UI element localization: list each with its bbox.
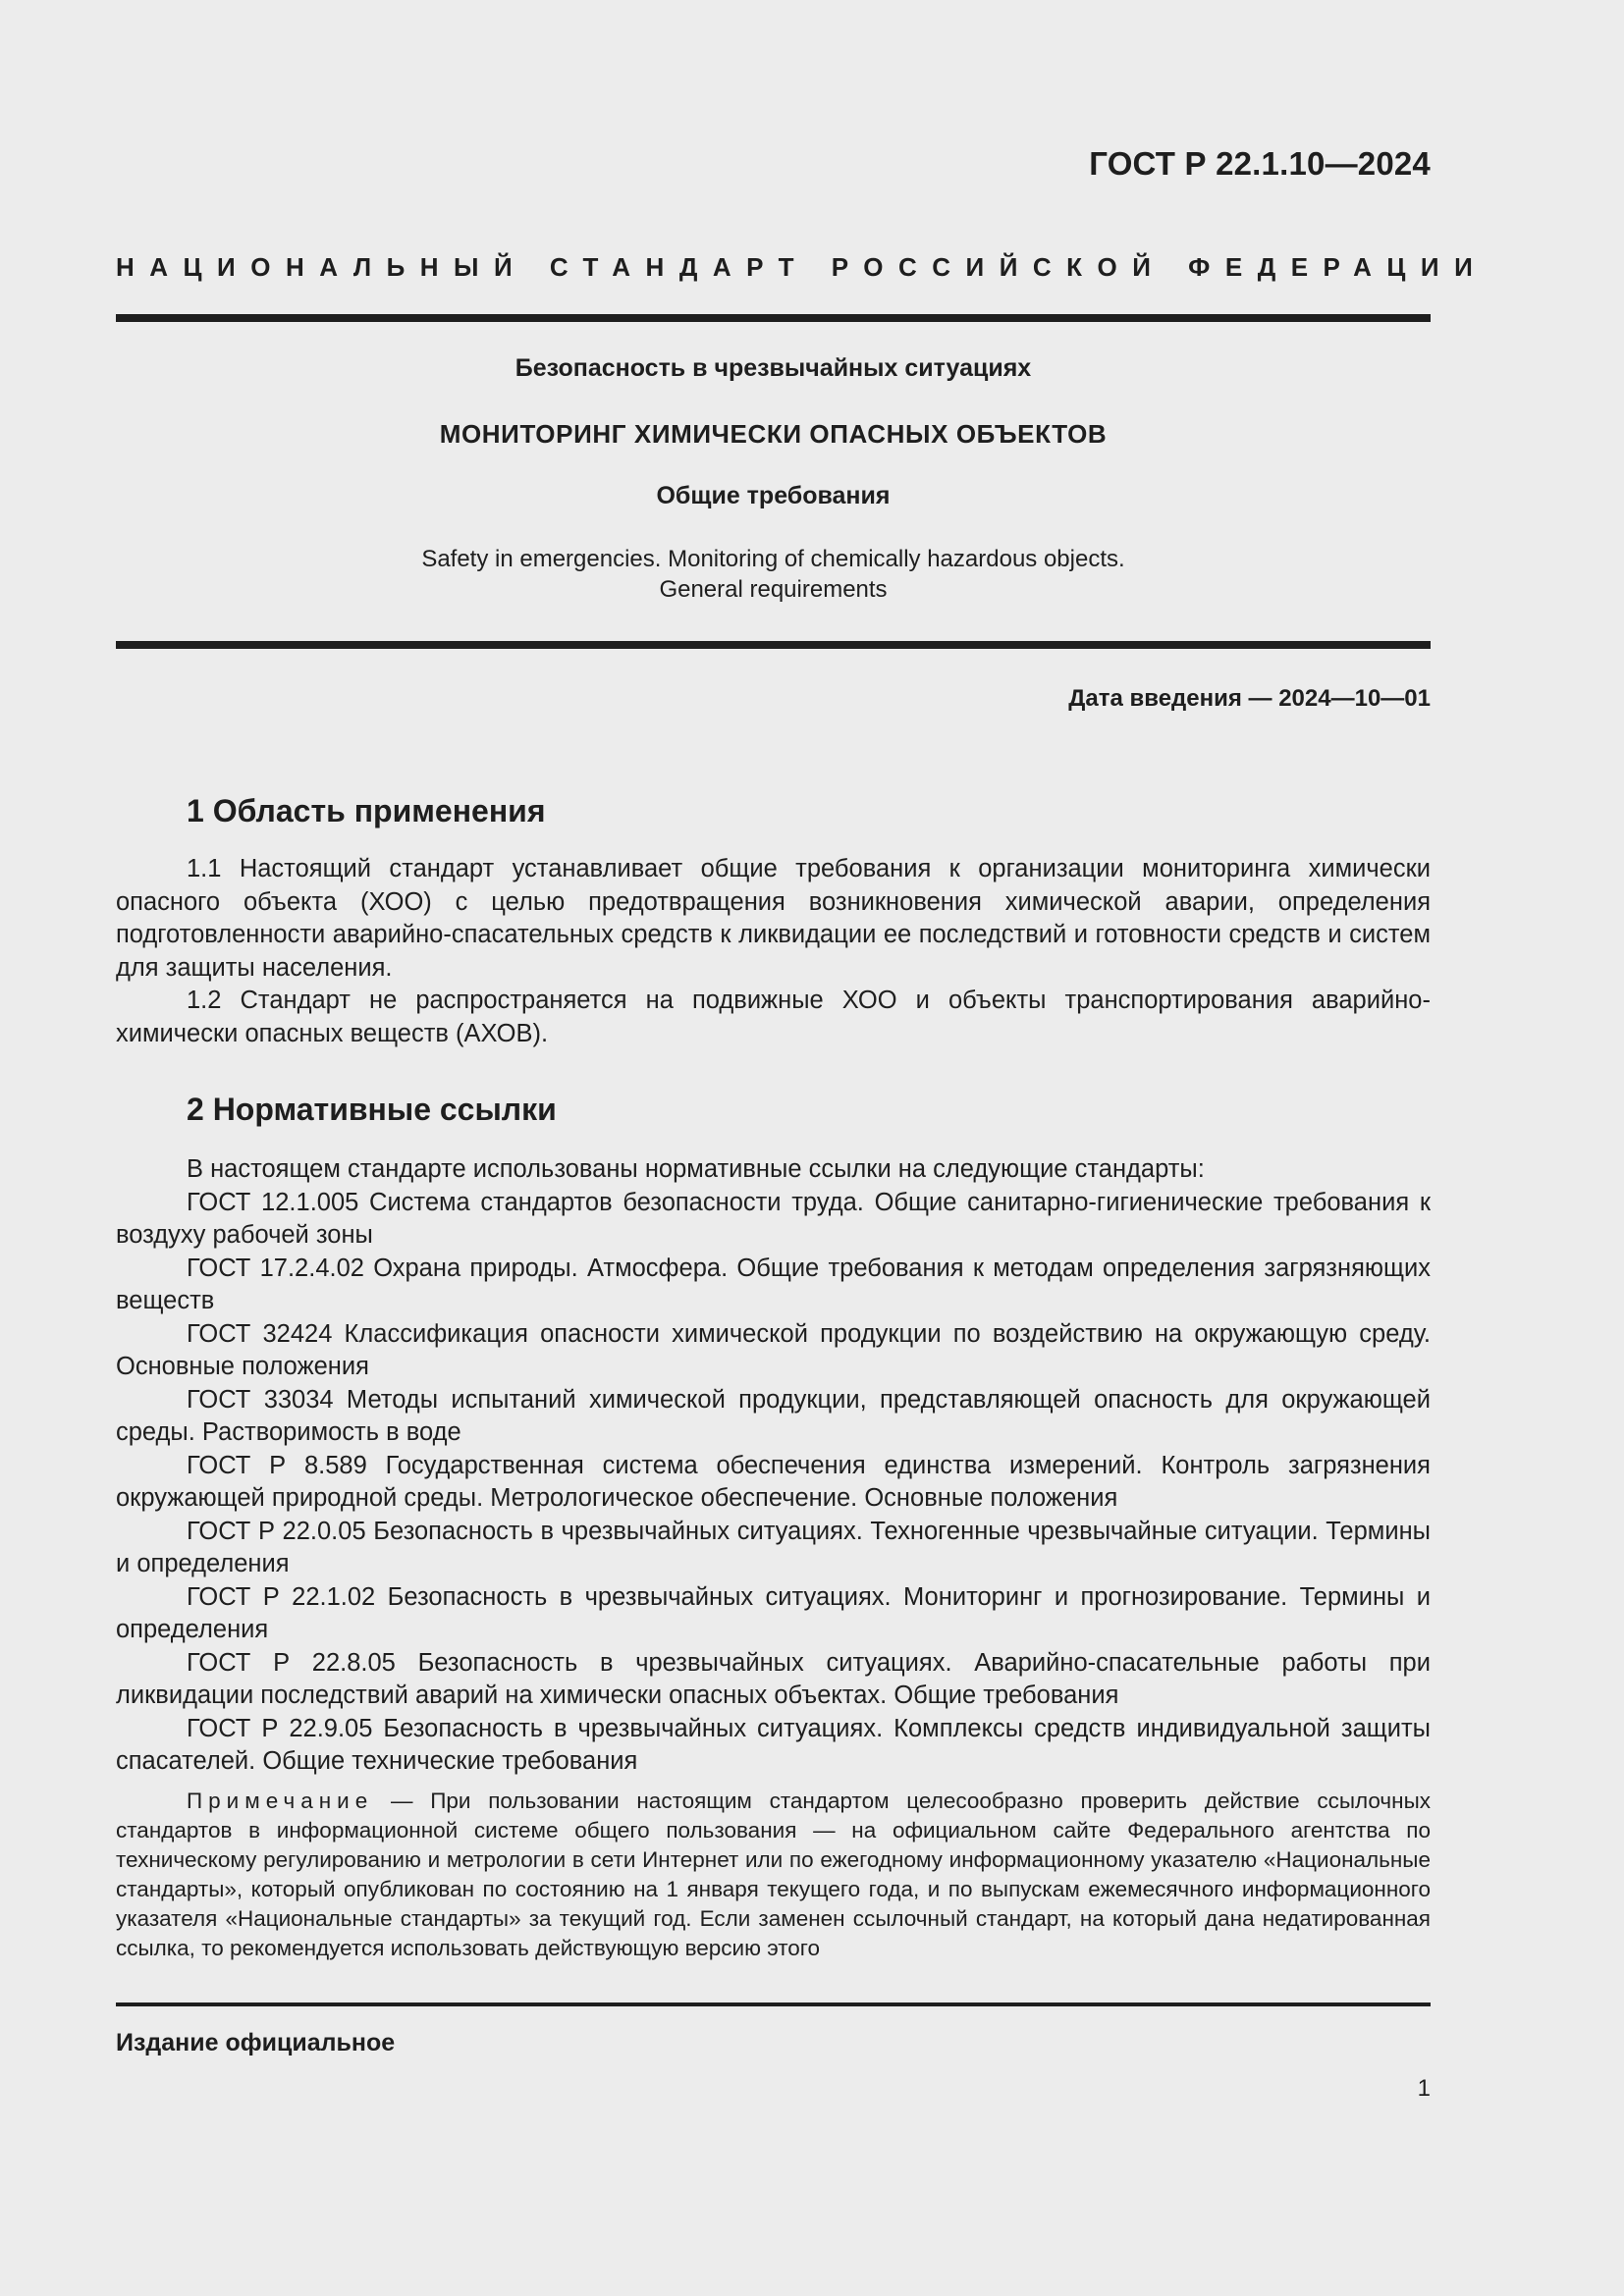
reference-item: ГОСТ Р 22.9.05 Безопасность в чрезвычайных ситуациях. Комплексы средств индивидуальной защиты спасателей. Общие технические требования [116,1714,1431,1775]
reference-item: ГОСТ 33034 Методы испытаний химической продукции, представляющей опасность для окружающей среды. Растворимость в воде [116,1385,1431,1446]
reference-item: ГОСТ 32424 Классификация опасности химической продукции по воздействию на окружающую среду. Основные положения [116,1319,1431,1380]
english-title-line-1: Safety in emergencies. Monitoring of chemically hazardous objects. [421,546,1125,572]
reference-item: ГОСТ 12.1.005 Система стандартов безопасности труда. Общие санитарно-гигиенические требования к воздуху рабочей зоны [116,1188,1431,1249]
note-paragraph [116,1787,1431,1963]
section-1-body [116,853,1431,1050]
title-line-2: МОНИТОРИНГ ХИМИЧЕСКИ ОПАСНЫХ ОБЪЕКТОВ [439,419,1108,449]
section-1-heading: 1 Область применения [187,793,546,828]
title-line-1: Безопасность в чрезвычайных ситуациях [514,354,1032,382]
section-2-heading: 2 Нормативные ссылки [187,1092,557,1127]
title-line-3: Общие требования [656,482,891,509]
paragraph-1-1: 1.1 Настоящий стандарт устанавливает общие требования к организации мониторинга химически опасного объекта (ХОО) с целью предотвращения возникновения химической аварии, определения подготовленности аварийно-спасательных средств к ликвидации ее последствий и готовности средств и систем для защиты населения. [116,855,1431,982]
footer-divider [116,2002,1431,2006]
edition-label: Издание официальное [116,2029,396,2056]
national-standard-label: НАЦИОНАЛЬНЫЙ СТАНДАРТ РОССИЙСКОЙ ФЕДЕРАЦИИ [116,252,1489,282]
reference-item: ГОСТ Р 22.8.05 Безопасность в чрезвычайных ситуациях. Аварийно-спасательные работы при ликвидации последствий аварий на химически опасных объектах. Общие требования [116,1648,1431,1709]
title-bottom-divider [116,641,1431,649]
note-text: — При пользовании настоящим стандартом целесообразно проверить действие ссылочных стандартов в информационной системе общего пользования — на официальном сайте Федерального агентства по техническому регулированию и метрологии в сети Интернет или по ежегодному информационному указателю «Национальные стандарты», который опубликован по состоянию на 1 января текущего года, и по выпускам ежемесячного информационного указателя «Национальные стандарты» за текущий год. Если заменен ссылочный стандарт, на который дана недатированная ссылка, то рекомендуется использовать действующую версию этого [116,1789,1431,1960]
english-title [116,544,1431,605]
reference-item: ГОСТ Р 22.1.02 Безопасность в чрезвычайных ситуациях. Мониторинг и прогнозирование. Термины и определения [116,1582,1431,1643]
paragraph-1-2: 1.2 Стандарт не распространяется на подвижные ХОО и объекты транспортирования аварийно-химически опасных веществ (АХОВ). [116,987,1431,1047]
section-2-body [116,1153,1431,1779]
reference-item: ГОСТ Р 22.0.05 Безопасность в чрезвычайных ситуациях. Техногенные чрезвычайные ситуации. Термины и определения [116,1517,1431,1577]
note-label: Примечание [187,1789,374,1813]
references-intro: В настоящем стандарте использованы нормативные ссылки на следующие стандарты: [187,1155,1205,1183]
note-block [116,1787,1431,1963]
page-number: 1 [1417,2075,1431,2102]
english-title-line-2: General requirements [659,576,888,603]
reference-item: ГОСТ 17.2.4.02 Охрана природы. Атмосфера. Общие требования к методам определения загрязняющих веществ [116,1254,1431,1314]
introduction-date: Дата введения — 2024—10—01 [1068,685,1431,712]
reference-item: ГОСТ Р 8.589 Государственная система обеспечения единства измерений. Контроль загрязнения окружающей природной среды. Метрологическое обеспечение. Основные положения [116,1451,1431,1512]
doc-number: ГОСТ Р 22.1.10—2024 [1089,145,1431,182]
top-divider [116,314,1431,322]
